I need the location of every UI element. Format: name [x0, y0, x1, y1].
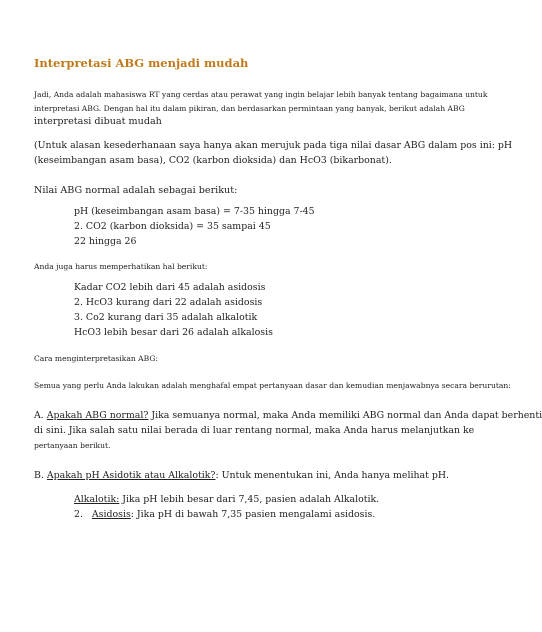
- attention-item: 3. Co2 kurang dari 35 adalah alkalotik: [74, 312, 258, 323]
- section-a-prefix: A.: [34, 410, 44, 421]
- section-a-line-2: di sini. Jika salah satu nilai berada di luar rentang normal, maka Anda harus melanjutkan ke: [34, 425, 475, 436]
- normal-values-heading: Nilai ABG normal adalah sebagai berikut:: [34, 185, 238, 196]
- document-title: Interpretasi ABG menjadi mudah: [34, 56, 249, 70]
- section-a-line-1-rest: Jika semuanya normal, maka Anda memiliki ABG normal dan Anda dapat berhenti: [148, 410, 542, 421]
- section-b-item: [74, 494, 379, 505]
- attention-heading: Anda juga harus memperhatikan hal berikut:: [34, 262, 208, 271]
- attention-item: Kadar CO2 lebih dari 45 adalah asidosis: [74, 282, 266, 293]
- how-heading: Cara menginterpretasikan ABG:: [34, 354, 159, 363]
- normal-value-item: 2. CO2 (karbon dioksida) = 35 sampai 45: [74, 221, 271, 232]
- section-b-item: [74, 509, 375, 520]
- section-b-item-text: : Jika pH di bawah 7,35 pasien mengalami asidosis.: [130, 509, 376, 520]
- intro-line-3: interpretasi dibuat mudah: [34, 116, 162, 127]
- section-b-prefix: B.: [34, 470, 44, 481]
- intro-line-1: Jadi, Anda adalah mahasiswa RT yang cerdas atau perawat yang ingin belajar lebih banyak tentang bagaimana untuk: [34, 90, 488, 99]
- normal-value-item: 22 hingga 26: [74, 236, 137, 247]
- para1-line-2: (keseimbangan asam basa), CO2 (karbon dioksida) dan HcO3 (bikarbonat).: [34, 155, 392, 166]
- section-a-line-1: [34, 410, 542, 421]
- section-b-line-rest: : Untuk menentukan ini, Anda hanya melihat pH.: [215, 470, 450, 481]
- section-a-link[interactable]: Apakah ABG normal?: [46, 410, 149, 421]
- section-b-item-term[interactable]: Alkalotik:: [74, 494, 120, 505]
- attention-item: HcO3 lebih besar dari 26 adalah alkalosis: [74, 327, 273, 338]
- section-a-line-3: pertanyaan berikut.: [34, 441, 111, 450]
- para1-line-1: (Untuk alasan kesederhanaan saya hanya akan merujuk pada tiga nilai dasar ABG dalam pos ini: pH: [34, 140, 513, 151]
- section-b-item-prefix: 2.: [74, 509, 83, 520]
- attention-item: 2. HcO3 kurang dari 22 adalah asidosis: [74, 297, 263, 308]
- section-b-link[interactable]: Apakah pH Asidotik atau Alkalotik?: [46, 470, 216, 481]
- section-b-item-term[interactable]: Asidosis: [91, 509, 131, 520]
- how-text: Semua yang perlu Anda lakukan adalah menghafal empat pertanyaan dasar dan kemudian menjawabnya secara berurutan:: [34, 381, 511, 390]
- section-b-heading: [34, 470, 449, 481]
- section-b-item-text: Jika pH lebih besar dari 7,45, pasien adalah Alkalotik.: [119, 494, 380, 505]
- intro-line-2: interpretasi ABG. Dengan hal itu dalam pikiran, dan berdasarkan permintaan yang banyak, berikut adalah ABG: [34, 104, 465, 113]
- normal-value-item: pH (keseimbangan asam basa) = 7-35 hingga 7-45: [74, 206, 315, 217]
